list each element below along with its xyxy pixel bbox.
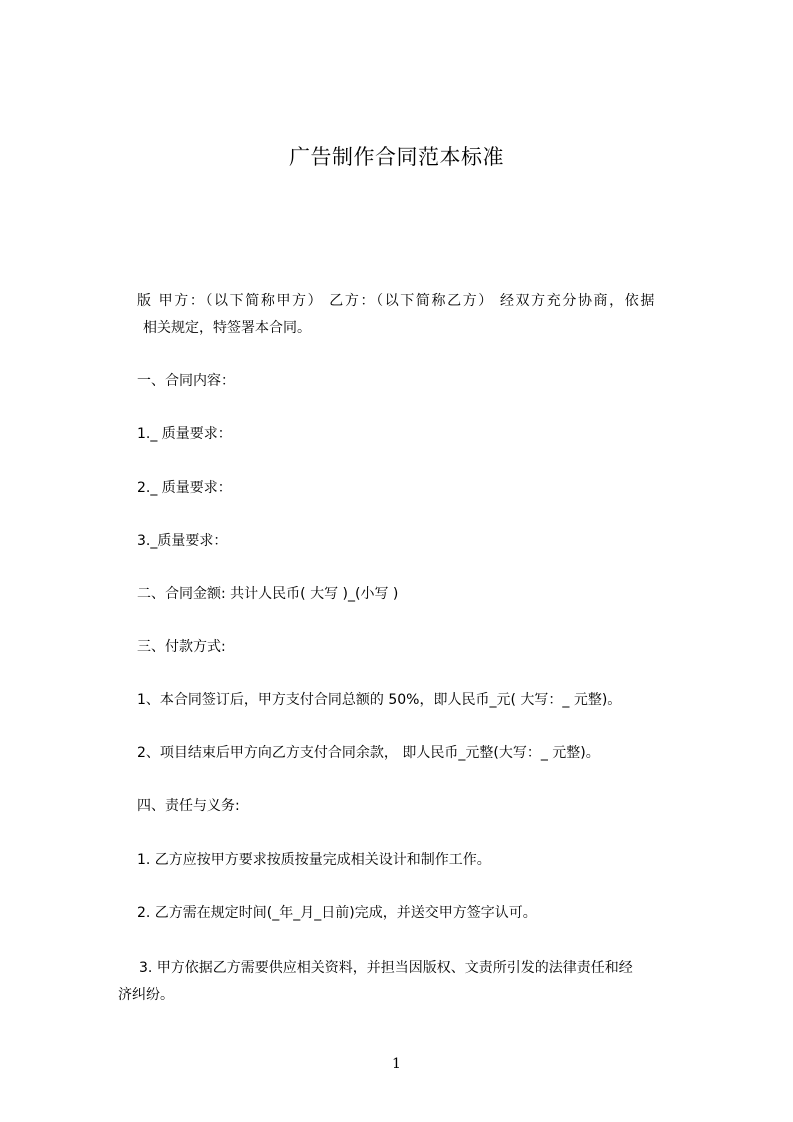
document-title: 广告制作合同范本标准 [289, 145, 504, 169]
section-3-item-2: 2、项目结束后甲方向乙方支付合同余款， 即人民币_元整(大写：_ 元整)。 [137, 745, 600, 761]
intro-line-1: 版 甲方：（以下简称甲方） 乙方：（以下简称乙方） 经双方充分协商，依据 [137, 293, 656, 309]
page-number: 1 [392, 1056, 401, 1072]
intro-line-2: 相关规定，特签署本合同。 [143, 320, 311, 336]
section-3-item-1: 1、本合同签订后，甲方支付合同总额的 50%，即人民币_元( 大写：_ 元整)。 [137, 692, 622, 708]
section-4-item-3-line-1: 3. 甲方依据乙方需要供应相关资料，并担当因版权、文责所引发的法律责任和经 [139, 960, 633, 976]
section-2-heading: 二、合同金额: 共计人民币( 大写 )_(小写 ) [137, 586, 399, 602]
section-4-item-2: 2. 乙方需在规定时间(_年_月_日前)完成，并送交甲方签字认可。 [137, 905, 537, 921]
section-4-item-1: 1. 乙方应按甲方要求按质按量完成相关设计和制作工作。 [137, 852, 491, 868]
section-1-item-3: 3._质量要求： [137, 533, 228, 549]
section-3-heading: 三、付款方式: [137, 639, 226, 655]
section-1-heading: 一、合同内容： [137, 373, 235, 389]
section-4-heading: 四、责任与义务: [137, 798, 240, 814]
section-1-item-2: 2._ 质量要求： [137, 480, 232, 496]
section-4-item-3-line-2: 济纠纷。 [118, 987, 174, 1003]
section-1-item-1: 1._ 质量要求： [137, 426, 232, 442]
